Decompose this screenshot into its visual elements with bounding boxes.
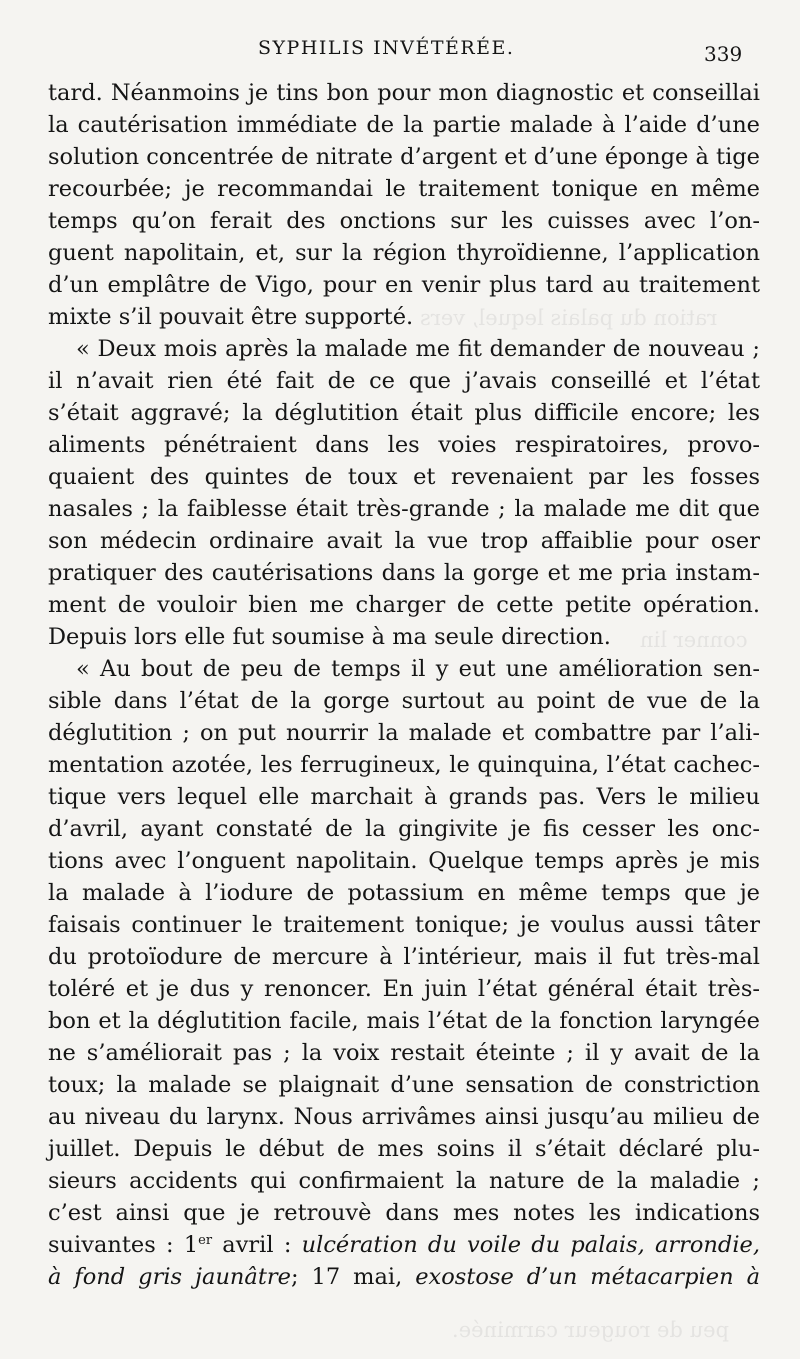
text-line: tique vers lequel elle marchait à grands pas. Vers le milieu	[48, 784, 760, 810]
text-run: ; 17 mai,	[290, 1264, 416, 1290]
body-text	[48, 77, 760, 1293]
text-line: bon et la déglutition facile, mais l’état de la fonction laryngée	[48, 1008, 760, 1034]
text-run: avril :	[212, 1232, 302, 1258]
text-line	[48, 1229, 760, 1261]
text-line: guent napolitain, et, sur la région thyroïdienne, l’application	[48, 240, 760, 266]
text-line: aliments pénétraient dans les voies respiratoires, provo-	[48, 432, 760, 458]
page-number: 339	[704, 42, 743, 66]
bleed-through-text: ration du palais lequel, vers	[420, 306, 718, 330]
text-line: d’un emplâtre de Vigo, pour en venir plus tard au traitement	[48, 272, 760, 298]
text-line: toléré et je dus y renoncer. En juin l’état général était très-	[48, 976, 760, 1002]
text-run: suivantes : 1	[48, 1232, 199, 1258]
text-line: « Deux mois après la malade me fit demander de nouveau ;	[76, 336, 760, 362]
text-line: du protoïodure de mercure à l’intérieur, mais il fut très-mal	[48, 944, 760, 970]
text-line: faisais continuer le traitement tonique; je voulus aussi tâter	[48, 912, 760, 938]
text-line: tions avec l’onguent napolitain. Quelque temps après je mis	[48, 848, 760, 874]
text-line: nasales ; la faiblesse était très-grande ; la malade me dit que	[48, 496, 760, 522]
text-line: c’est ainsi que je retrouvè dans mes notes les indications	[48, 1200, 760, 1226]
paragraph	[48, 77, 760, 333]
text-line: au niveau du larynx. Nous arrivâmes ainsi jusqu’au milieu de	[48, 1104, 760, 1130]
text-line: solution concentrée de nitrate d’argent et d’une éponge à tige	[48, 144, 760, 170]
text-line: d’avril, ayant constaté de la gingivite je fis cesser les onc-	[48, 816, 760, 842]
text-line: sieurs accidents qui confirmaient la nature de la maladie ;	[48, 1168, 760, 1194]
text-line: temps qu’on ferait des onctions sur les cuisses avec l’on-	[48, 208, 760, 234]
text-line: la malade à l’iodure de potassium en même temps que je	[48, 880, 760, 906]
text-line: recourbée; je recommandai le traitement tonique en même	[48, 176, 760, 202]
text-line: toux; la malade se plaignait d’une sensation de constriction	[48, 1072, 760, 1098]
text-line: pratiquer des cautérisations dans la gorge et me pria instam-	[48, 560, 760, 586]
text-line: son médecin ordinaire avait la vue trop affaiblie pour oser	[48, 528, 760, 554]
paragraph	[48, 333, 760, 653]
text-line: mixte s’il pouvait être supporté.	[48, 304, 414, 330]
italic-text-run: ulcération du voile du palais, arrondie,	[301, 1232, 760, 1258]
italic-text-run: exostose d’un métacarpien à	[415, 1264, 760, 1290]
text-line: tard. Néanmoins je tins bon pour mon diagnostic et conseillai	[48, 80, 760, 106]
text-line: ne s’améliorait pas ; la voix restait éteinte ; il y avait de la	[48, 1040, 760, 1066]
text-line: quaient des quintes de toux et revenaient par les fosses	[48, 464, 760, 490]
text-line: déglutition ; on put nourrir la malade et combattre par l’ali-	[48, 720, 760, 746]
text-line: « Au bout de peu de temps il y eut une amélioration sen-	[76, 656, 760, 682]
paragraph	[48, 653, 760, 1293]
text-line: la cautérisation immédiate de la partie malade à l’aide d’une	[48, 112, 760, 138]
running-title: SYPHILIS INVÉTÉRÉE.	[258, 37, 515, 59]
bleed-through-text: conner lin	[640, 628, 748, 652]
bleed-through-text: peu de rougeur carminée.	[452, 1318, 729, 1342]
text-line: Depuis lors elle fut soumise à ma seule direction.	[48, 624, 611, 650]
text-line: s’était aggravé; la déglutition était plus difficile encore; les	[48, 400, 760, 426]
text-line: mentation azotée, les ferrugineux, le quinquina, l’état cachec-	[48, 752, 760, 778]
text-line	[48, 1261, 760, 1293]
italic-text-run: à fond gris jaunâtre	[48, 1264, 291, 1290]
text-line: sible dans l’état de la gorge surtout au point de vue de la	[48, 688, 760, 714]
text-line: ment de vouloir bien me charger de cette petite opération.	[48, 592, 760, 618]
ordinal-superscript: er	[198, 1233, 213, 1248]
text-line: juillet. Depuis le début de mes soins il s’était déclaré plu-	[48, 1136, 760, 1162]
text-line: il n’avait rien été fait de ce que j’avais conseillé et l’état	[48, 368, 760, 394]
